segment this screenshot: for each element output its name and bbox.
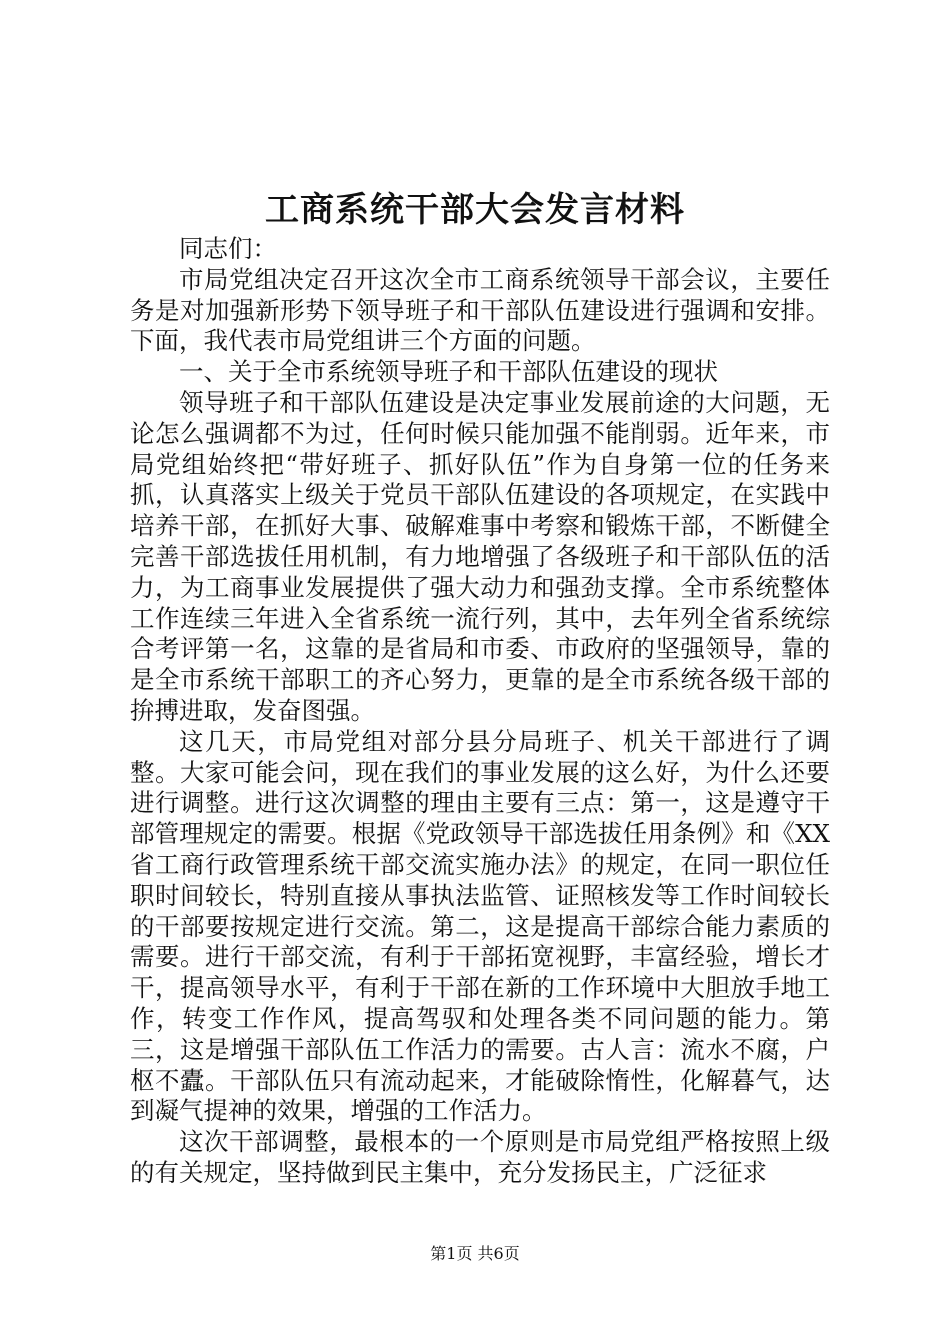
document-title: 工商系统干部大会发言材料 (265, 190, 685, 230)
paragraph: 这次干部调整，最根本的一个原则是市局党组严格按照上级的有关规定，坚持做到民主集中，充分发扬民主，广泛征求 (130, 1127, 830, 1187)
section-heading: 一、关于全市系统领导班子和干部队伍建设的现状 (179, 357, 718, 387)
paragraph: 领导班子和干部队伍建设是决定事业发展前途的大问题，无论怎么强调都不为过，任何时候只能加强不能削弱。近年来，市局党组始终把“带好班子、抓好队伍”作为自身第一位的任务来抓，认真落实上级关于党员干部队伍建设的各项规定，在实践中培养干部，在抓好大事、破解难事中考察和锻炼干部，不断健全完善干部选拔任用机制，有力地增强了各级班子和干部队伍的活力，为工商事业发展提供了强大动力和强劲支撑。全市系统整体工作连续三年进入全省系统一流行列，其中，去年列全省系统综合考评第一名，这靠的是省局和市委、市政府的坚强领导，靠的是全市系统干部职工的齐心努力，更靠的是全市系统各级干部的拚搏进取，发奋图强。 (130, 387, 830, 725)
paragraph: 市局党组决定召开这次全市工商系统领导干部会议，主要任务是对加强新形势下领导班子和干部队伍建设进行强调和安排。下面，我代表市局党组讲三个方面的问题。 (130, 264, 830, 356)
paragraph: 这几天，市局党组对部分县分局班子、机关干部进行了调整。大家可能会问，现在我们的事业发展的这么好，为什么还要进行调整。进行这次调整的理由主要有三点：第一，这是遵守干部管理规定的需要。根据《党政领导干部选拔任用条例》和《XX省工商行政管理系统干部交流实施办法》的规定，在同一职位任职时间较长，特别直接从事执法监管、证照核发等工作时间较长的干部要按规定进行交流。第二，这是提高干部综合能力素质的需要。进行干部交流，有利于干部拓宽视野，丰富经验，增长才干，提高领导水平，有利于干部在新的工作环境中大胆放手地工作，转变工作作风，提高驾驭和处理各类不同问题的能力。第三，这是增强干部队伍工作活力的需要。古人言：流水不腐，户枢不蠹。干部队伍只有流动起来，才能破除惰性，化解暮气，达到凝气提神的效果，增强的工作活力。 (130, 726, 830, 1126)
page-footer: 第1页 共6页 (430, 1244, 520, 1263)
salutation: 同志们： (179, 234, 277, 263)
document-body (130, 234, 830, 1189)
